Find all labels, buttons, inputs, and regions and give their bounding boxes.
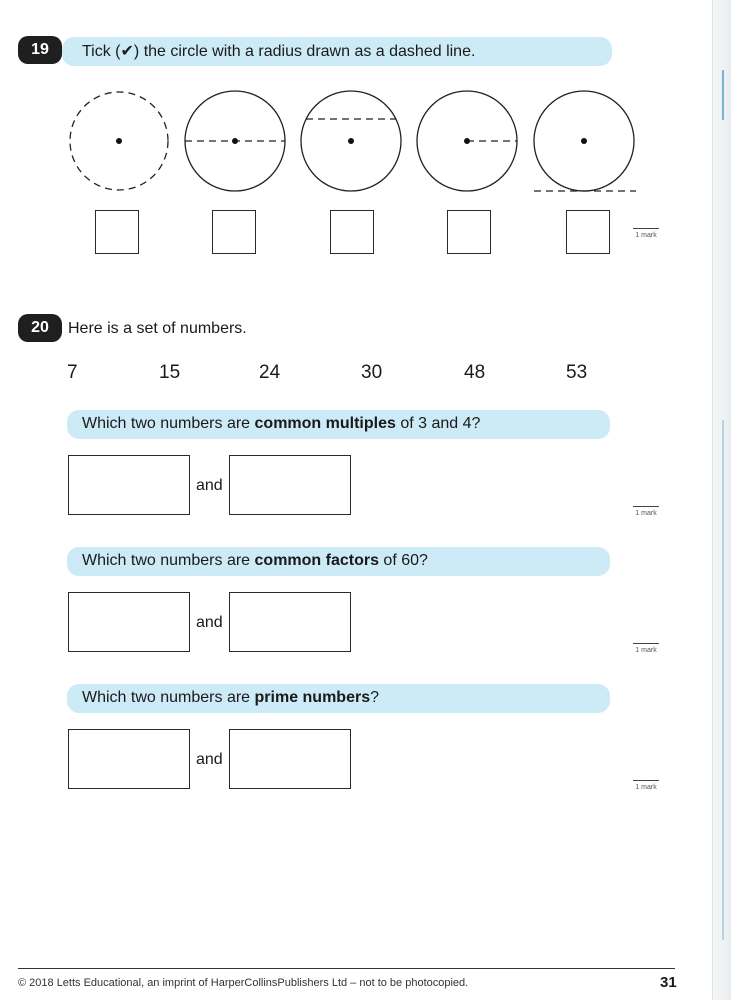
q19-instruction: Tick (✔) the circle with a radius drawn as a dashed line. xyxy=(82,43,476,60)
number-item: 7 xyxy=(67,362,78,383)
page-edge-stripe xyxy=(722,420,724,940)
q20b-question: Which two numbers are common factors of 60? xyxy=(82,552,428,569)
and-label: and xyxy=(196,751,223,768)
mark-allocation: 1 mark xyxy=(633,780,659,791)
tick-box-3[interactable] xyxy=(330,210,374,254)
mark-allocation: 1 mark xyxy=(633,228,659,239)
centre-dot xyxy=(116,138,122,144)
centre-dot xyxy=(232,138,238,144)
number-item: 15 xyxy=(159,362,181,383)
number-item: 30 xyxy=(361,362,383,383)
centre-dot xyxy=(348,138,354,144)
number-item: 48 xyxy=(464,362,486,383)
q20b-answer-box-2[interactable] xyxy=(229,592,351,652)
number-item: 53 xyxy=(566,362,588,383)
tick-box-2[interactable] xyxy=(212,210,256,254)
q20-intro: Here is a set of numbers. xyxy=(68,320,247,337)
and-label: and xyxy=(196,477,223,494)
tick-box-4[interactable] xyxy=(447,210,491,254)
question-number-19: 19 xyxy=(18,36,62,64)
tick-box-1[interactable] xyxy=(95,210,139,254)
q20a-answer-box-1[interactable] xyxy=(68,455,190,515)
mark-allocation: 1 mark xyxy=(633,506,659,517)
footer-rule xyxy=(18,968,675,969)
q20a-answer-box-2[interactable] xyxy=(229,455,351,515)
question-number-20: 20 xyxy=(18,314,62,342)
q20b-answer-box-1[interactable] xyxy=(68,592,190,652)
and-label: and xyxy=(196,614,223,631)
tick-box-5[interactable] xyxy=(566,210,610,254)
centre-dot xyxy=(464,138,470,144)
q20c-answer-box-1[interactable] xyxy=(68,729,190,789)
centre-dot xyxy=(581,138,587,144)
number-item: 24 xyxy=(259,362,281,383)
page-number: 31 xyxy=(660,974,677,991)
mark-allocation: 1 mark xyxy=(633,643,659,654)
copyright-footer: © 2018 Letts Educational, an imprint of HarperCollinsPublishers Ltd – not to be photocopied. xyxy=(18,977,469,989)
q20c-question: Which two numbers are prime numbers? xyxy=(82,689,380,706)
q20c-answer-box-2[interactable] xyxy=(229,729,351,789)
q20a-question: Which two numbers are common multiples of 3 and 4? xyxy=(82,415,481,432)
